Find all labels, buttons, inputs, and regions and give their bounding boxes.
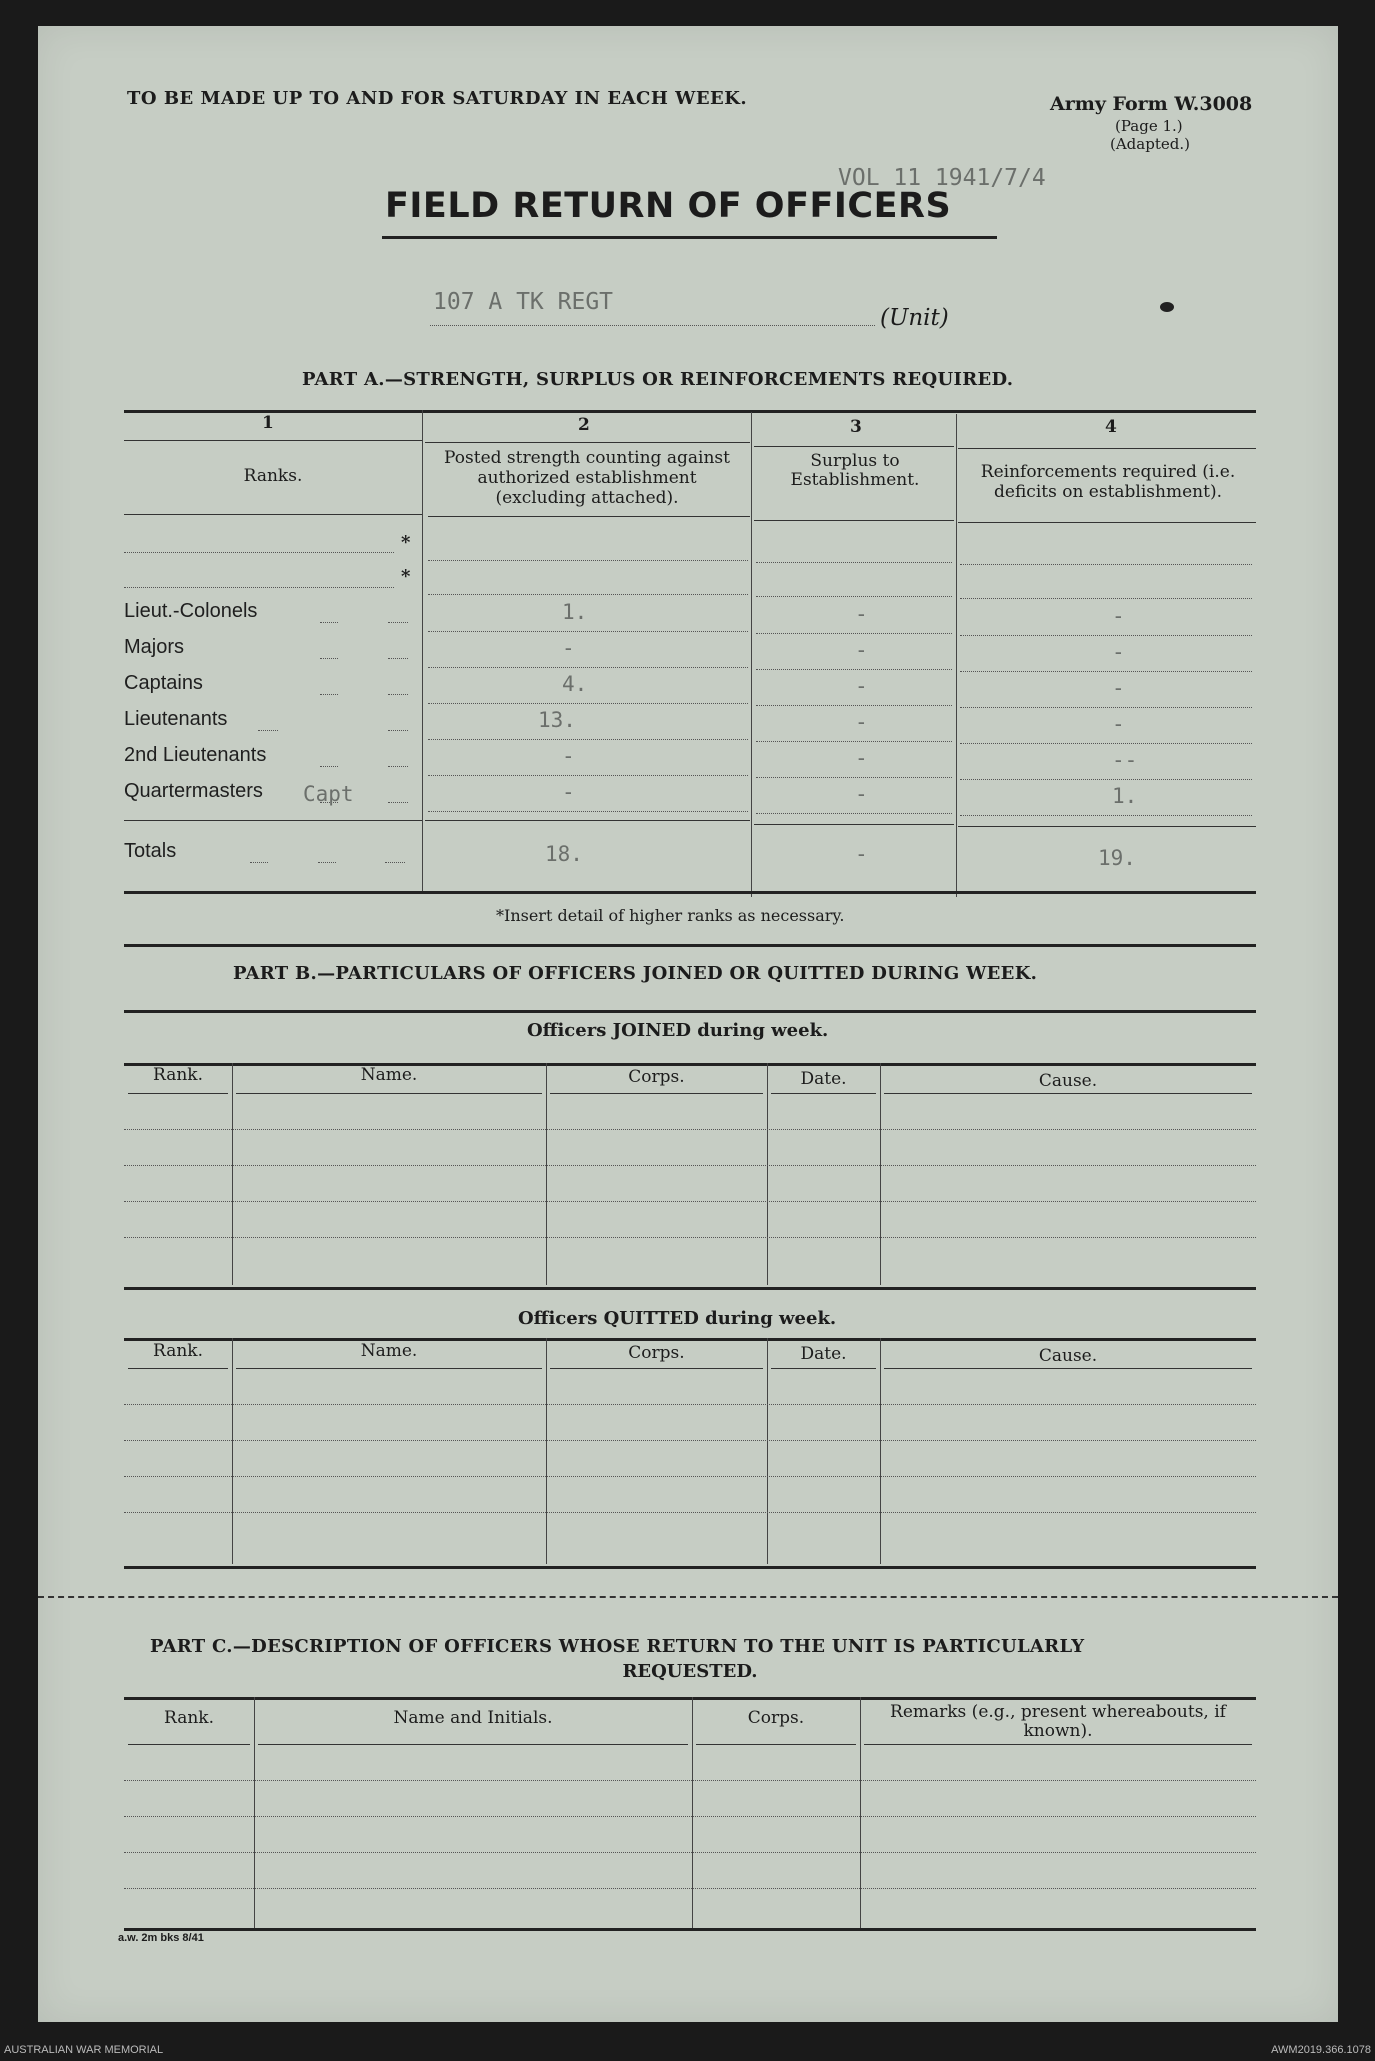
surplus-value: -: [855, 674, 868, 698]
reinforcement-value: -: [1112, 640, 1125, 664]
rank-label: 2nd Lieutenants: [124, 744, 267, 766]
column-rule: [880, 1063, 881, 1285]
col-header-posted: Posted strength counting against authorized establishment (excluding attached).: [444, 448, 730, 508]
col-header: Remarks (e.g., present whereabouts, if known).: [890, 1702, 1226, 1741]
part-c-heading: PART C.—DESCRIPTION OF OFFICERS WHOSE RETURN TO THE UNIT IS PARTICULARLY: [150, 1636, 1085, 1657]
header-rule: [550, 1368, 763, 1369]
posted-value: -: [562, 744, 575, 768]
column-rule: [232, 1063, 233, 1285]
leader-dots: [320, 658, 338, 659]
row-line: [960, 598, 1252, 599]
col-header: Corps.: [747, 1708, 805, 1728]
rank-label: Majors: [124, 636, 185, 658]
part-b-heading: PART B.—PARTICULARS OF OFFICERS JOINED OR QUITTED DURING WEEK.: [233, 963, 1038, 984]
posted-value: -: [562, 780, 575, 804]
col-header: Name.: [360, 1065, 418, 1085]
adapted-note: (Adapted.): [1110, 135, 1190, 153]
entry-line: [124, 1780, 1256, 1781]
watermark-right: AWM2019.366.1078: [1271, 2044, 1371, 2056]
surplus-value: -: [855, 602, 868, 626]
leader-dots: [320, 622, 338, 623]
row-line: [428, 631, 748, 632]
col-header-ranks: Ranks.: [243, 466, 303, 486]
part-a-footnote: *Insert detail of higher ranks as necessary.: [496, 906, 845, 925]
leader-dots: [320, 694, 338, 695]
row-line: [960, 707, 1252, 708]
row-line: [756, 777, 952, 778]
column-rule: [232, 1338, 233, 1564]
row-line: [960, 635, 1252, 636]
column-rule: [546, 1063, 547, 1285]
entry-line: [124, 1512, 1256, 1513]
header-rule: [550, 1093, 763, 1094]
entry-line: [124, 1440, 1256, 1441]
totals-label: Totals: [124, 840, 177, 862]
column-rule: [692, 1697, 693, 1928]
column-rule: [767, 1338, 768, 1564]
header-rule: [128, 1368, 228, 1369]
row-line: [428, 739, 748, 740]
entry-line: [124, 1129, 1256, 1130]
star-marker-1: *: [401, 532, 411, 553]
col-header: Corps.: [628, 1343, 685, 1363]
reinforcement-value: -: [1112, 676, 1125, 700]
entry-line: [124, 1476, 1256, 1477]
reinforcement-value: --: [1112, 748, 1138, 772]
header-rule: [771, 1093, 876, 1094]
part-a-heading: PART A.—STRENGTH, SURPLUS OR REINFORCEMENTS REQUIRED.: [302, 369, 1014, 390]
rank-label: Quartermasters: [124, 780, 263, 802]
row-line: [756, 813, 952, 814]
row-line: [960, 671, 1252, 672]
header-rule: [884, 1368, 1252, 1369]
reinforcement-value: -: [1112, 604, 1125, 628]
row-line: [428, 594, 748, 595]
posted-value: 1.: [562, 600, 588, 624]
row-line: [428, 560, 748, 561]
joined-heading: Officers JOINED during week.: [527, 1020, 829, 1041]
unit-value: 107 A TK REGT: [433, 289, 614, 315]
header-rule: [236, 1093, 542, 1094]
col-header: Cause.: [1038, 1346, 1098, 1366]
instruction-text: TO BE MADE UP TO AND FOR SATURDAY IN EACH WEEK.: [127, 88, 748, 109]
part-c-heading-cont: REQUESTED.: [622, 1661, 758, 1682]
row-line: [756, 596, 952, 597]
leader-dots: [388, 694, 408, 695]
row-line: [960, 815, 1252, 816]
volume-stamp: VOL 11 1941/7/4: [838, 165, 1046, 191]
page-number: (Page 1.): [1115, 117, 1183, 135]
header-rule: [128, 1093, 228, 1094]
printer-imprint: a.w. 2m bks 8/41: [118, 1932, 204, 1944]
posted-value: -: [562, 636, 575, 660]
leader-dots: [388, 622, 408, 623]
leader-dots: [320, 766, 338, 767]
totals-surplus: -: [855, 842, 868, 866]
rank-label: Lieut.-Colonels: [124, 600, 258, 622]
header-rule: [696, 1744, 856, 1745]
part-a-top-rule: [124, 410, 1256, 413]
surplus-value: -: [855, 638, 868, 662]
ink-spot: [1160, 302, 1174, 312]
row-line: [960, 779, 1252, 780]
quitted-heading: Officers QUITTED during week.: [518, 1308, 837, 1329]
header-rule: [258, 1744, 688, 1745]
posted-value: 13.: [538, 708, 576, 732]
header-rule: [864, 1744, 1252, 1745]
posted-value: 4.: [562, 672, 588, 696]
entry-line: [124, 1201, 1256, 1202]
col-header: Rank.: [153, 1341, 203, 1361]
row-line: [428, 667, 748, 668]
surplus-value: -: [855, 782, 868, 806]
watermark-left: AUSTRALIAN WAR MEMORIAL: [4, 2044, 164, 2056]
leader-dots: [258, 730, 278, 731]
row-line: [756, 705, 952, 706]
leader-dots: [388, 730, 408, 731]
col-header: Name.: [360, 1341, 418, 1361]
header-rule: [884, 1093, 1252, 1094]
column-rule: [546, 1338, 547, 1564]
surplus-value: -: [855, 746, 868, 770]
header-rule: [771, 1368, 876, 1369]
totals-reinforcements: 19.: [1098, 846, 1136, 870]
row-line: [756, 669, 952, 670]
reinforcement-value: 1.: [1112, 784, 1138, 808]
row-line: [756, 562, 952, 563]
col-number-1: 1: [262, 413, 274, 433]
row-line: [960, 743, 1252, 744]
col-header: Name and Initials.: [393, 1708, 553, 1728]
col-header: Cause.: [1038, 1071, 1098, 1091]
col-number-2: 2: [578, 415, 590, 435]
title-underline: [382, 236, 997, 239]
unit-label: (Unit): [880, 305, 949, 331]
star-marker-2: *: [401, 566, 411, 587]
col-header-reinforcements: Reinforcements required (i.e. deficits on establishment).: [980, 462, 1236, 502]
row-line: [428, 703, 748, 704]
entry-line: [124, 1404, 1256, 1405]
row-line: [960, 564, 1252, 565]
col-number-4: 4: [1105, 417, 1117, 437]
form-number: Army Form W.3008: [1050, 93, 1253, 115]
col-header: Rank.: [153, 1065, 203, 1085]
page-title: FIELD RETURN OF OFFICERS: [385, 186, 952, 226]
totals-posted: 18.: [545, 842, 583, 866]
row-line: [428, 775, 748, 776]
rank-label: Captains: [124, 672, 203, 694]
col-header-surplus: Surplus to Establishment.: [790, 451, 920, 490]
leader-dots: [388, 766, 408, 767]
header-rule: [128, 1744, 250, 1745]
entry-line: [124, 1816, 1256, 1817]
tear-line: [38, 1596, 1338, 1598]
col-header: Corps.: [628, 1067, 685, 1087]
rank-label: Lieutenants: [124, 708, 228, 730]
reinforcement-value: -: [1112, 712, 1125, 736]
column-rule: [254, 1697, 255, 1928]
column-rule: [880, 1338, 881, 1564]
row-line: [756, 633, 952, 634]
entry-line: [124, 1165, 1256, 1166]
qm-note: Capt: [303, 782, 354, 806]
surplus-value: -: [855, 710, 868, 734]
col-header: Date.: [800, 1069, 847, 1089]
col-header: Rank.: [164, 1708, 214, 1728]
unit-line: [430, 325, 875, 326]
column-rule: [767, 1063, 768, 1285]
entry-line: [124, 1237, 1256, 1238]
leader-dots: [388, 658, 408, 659]
row-line: [428, 811, 748, 812]
entry-line: [124, 1852, 1256, 1853]
col-number-3: 3: [850, 417, 862, 437]
entry-line: [124, 1888, 1256, 1889]
leader-dots: [388, 802, 408, 803]
header-rule: [236, 1368, 542, 1369]
row-line: [756, 741, 952, 742]
col-header: Date.: [800, 1344, 847, 1364]
